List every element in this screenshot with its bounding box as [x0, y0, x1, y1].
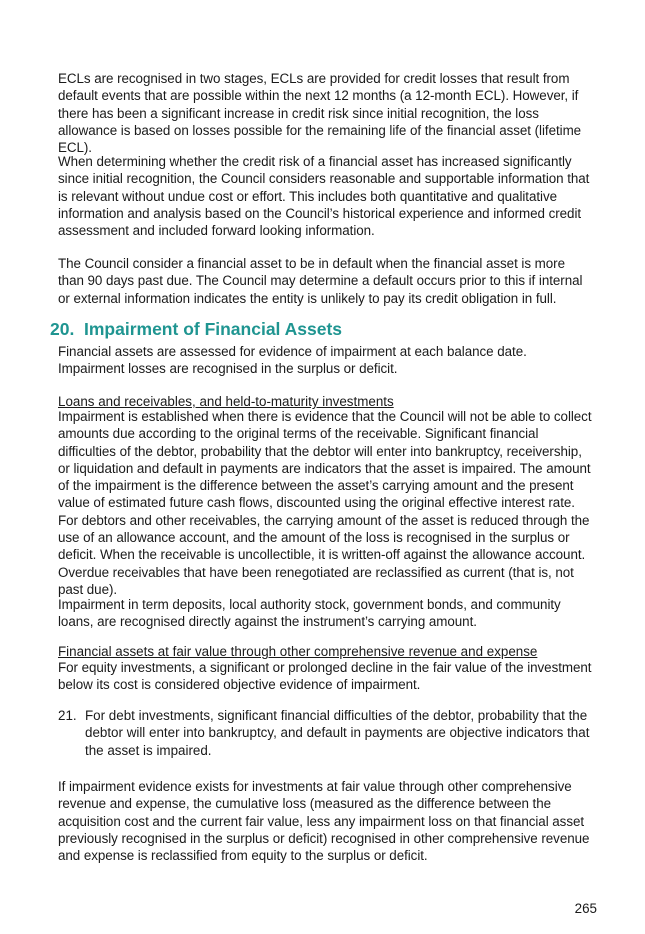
- paragraph-default-definition: The Council consider a financial asset to be in default when the financial asset is more than 90 days past due. The Council may determine a default occurs prior to this if internal or external information indicates the entity is unlikely to pay its credit obligation in full.: [58, 256, 583, 306]
- paragraph-closing: If impairment evidence exists for investments at fair value through other comprehensive revenue and expense, the cumulative loss (measured as the difference between the acquisition cost and the current fair value, less any impairment loss on that financial asset previously recognised in the surplus or deficit) recognised in other comprehensive revenue and expense is reclassified from equity to the surplus or deficit.: [58, 779, 590, 864]
- paragraph-loans-receivables: Impairment is established when there is evidence that the Council will not be able to collect amounts due according to the original terms of the receivable. Significant financial difficulties of the debtor, probability that the debtor will enter into bankruptcy, receivership, or liquidation and default in payments are indicators that the asset is impaired. The amount of the impairment is the difference between the asset’s carrying amount and the present value of estimated future cash flows, discounted using the original effective interest rate. For debtors and other receivables, the carrying amount of the asset is reduced through the use of an allowance account, and the amount of the loss is recognised in the surplus or deficit. When the receivable is uncollectible, it is written-off against the allowance account. Overdue receivables that have been renegotiated are reclassified as current (that is, not past due).: [58, 409, 592, 597]
- page-number: 265: [574, 901, 597, 916]
- subheading-fair-value-assets: Financial assets at fair value through other comprehensive revenue and expense: [58, 644, 538, 659]
- section-number: 20.: [50, 319, 75, 339]
- paragraph-credit-risk-assessment: When determining whether the credit risk of a financial asset has increased significantly since initial recognition, the Council considers reasonable and supportable information that is relevant without undue cost or effort. This includes both quantitative and qualitative information and analysis based on the Council’s historical experience and informed credit assessment and included forward looking information.: [58, 154, 590, 239]
- section-heading: [50, 319, 342, 340]
- paragraph-ecl-stages: ECLs are recognised in two stages, ECLs are provided for credit losses that result from default events that are possible within the next 12 months (a 12-month ECL). However, if there has been a significant increase in credit risk since initial recognition, the loss allowance is based on losses possible for the remaining life of the financial asset (lifetime ECL).: [58, 71, 582, 156]
- paragraph-term-deposits: Impairment in term deposits, local authority stock, government bonds, and community loans, are recognised directly against the instrument’s carrying amount.: [58, 597, 561, 630]
- subheading-loans-receivables: Loans and receivables, and held-to-maturity investments: [58, 394, 394, 409]
- numbered-item-21: [58, 707, 593, 759]
- item-text: For debt investments, significant financial difficulties of the debtor, probability that the debtor will enter into bankruptcy, and default in payments are objective indicators that the asset is impaired.: [85, 708, 590, 758]
- section-title: Impairment of Financial Assets: [84, 319, 343, 339]
- item-number: 21.: [58, 708, 77, 723]
- section-intro: Financial assets are assessed for evidence of impairment at each balance date. Impairment losses are recognised in the surplus or deficit.: [58, 344, 527, 377]
- paragraph-equity-investments: For equity investments, a significant or prolonged decline in the fair value of the investment below its cost is considered objective evidence of impairment.: [58, 660, 592, 693]
